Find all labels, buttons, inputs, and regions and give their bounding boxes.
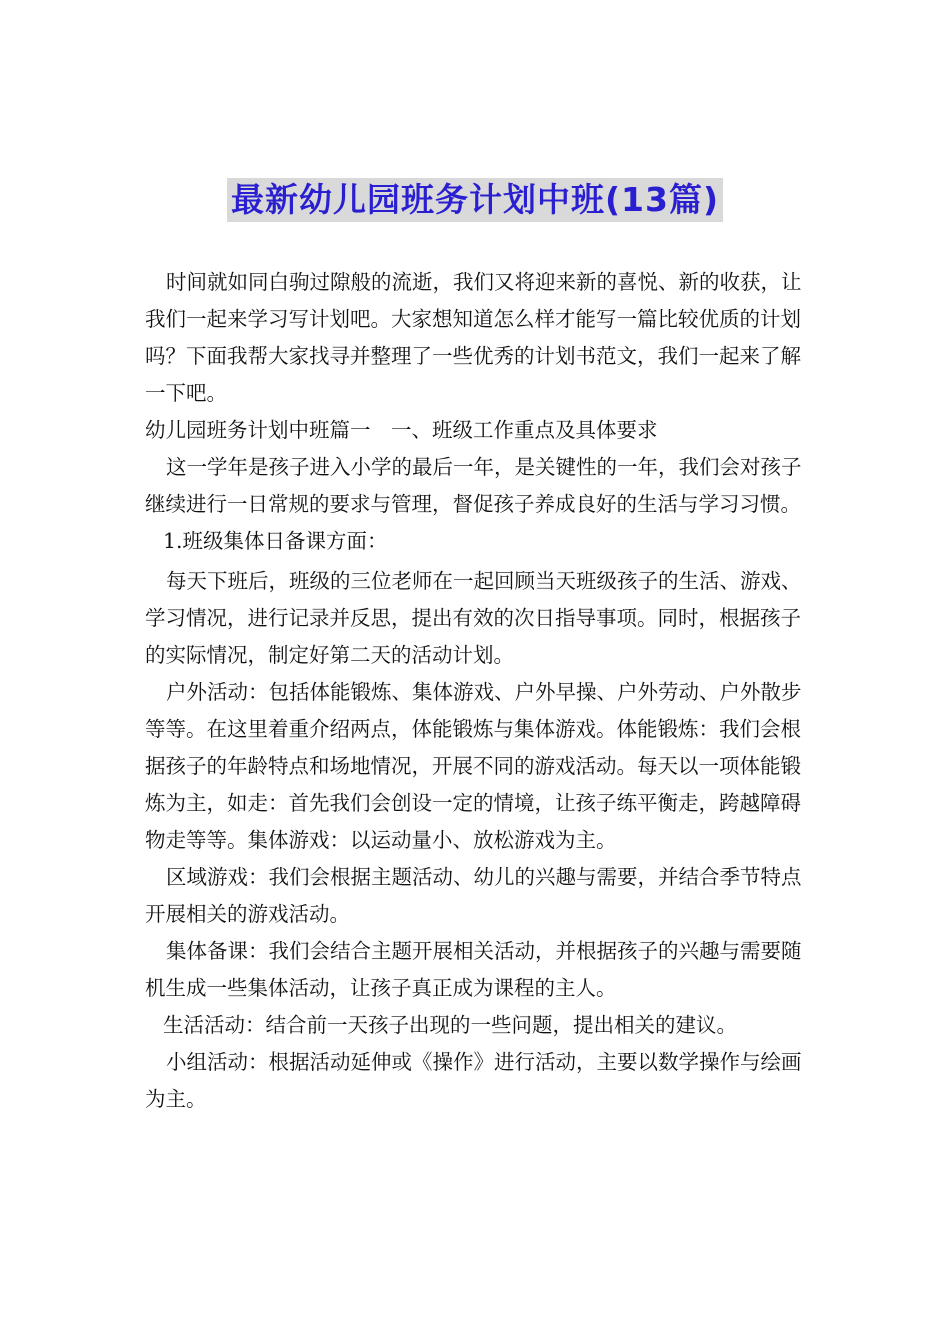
body-paragraph: 集体备课：我们会结合主题开展相关活动，并根据孩子的兴趣与需要随机生成一些集体活动，让孩子真正成为课程的主人。 (145, 939, 802, 1000)
body-paragraph: 户外活动：包括体能锻炼、集体游戏、户外早操、户外劳动、户外散步等等。在这里着重介绍两点，体能锻炼与集体游戏。体能锻炼：我们会根据孩子的年龄特点和场地情况，开展不同的游戏活动。每天以一项体能锻炼为主，如走：首先我们会创设一定的情境，让孩子练平衡走，跨越障碍物走等等。集体游戏：以运动量小、放松游戏为主。 (145, 680, 802, 852)
document-title: 最新幼儿园班务计划中班(13篇) (227, 178, 723, 222)
numbered-heading: 1.班级集体日备课方面： (163, 529, 388, 553)
title-container (0, 178, 950, 222)
body-paragraph: 小组活动：根据活动延伸或《操作》进行活动，主要以数学操作与绘画为主。 (145, 1050, 802, 1111)
body-paragraph: 这一学年是孩子进入小学的最后一年，是关键性的一年，我们会对孩子继续进行一日常规的要求与管理，督促孩子养成良好的生活与学习习惯。 (145, 455, 802, 516)
body-paragraph: 生活活动：结合前一天孩子出现的一些问题，提出相关的建议。 (163, 1013, 737, 1037)
body-paragraph: 区域游戏：我们会根据主题活动、幼儿的兴趣与需要，并结合季节特点开展相关的游戏活动。 (145, 865, 802, 926)
document-body (145, 264, 810, 1118)
body-paragraph: 每天下班后，班级的三位老师在一起回顾当天班级孩子的生活、游戏、学习情况，进行记录并反思，提出有效的次日指导事项。同时，根据孩子的实际情况，制定好第二天的活动计划。 (145, 569, 802, 667)
section-heading: 幼儿园班务计划中班篇一 一、班级工作重点及具体要求 (145, 418, 658, 442)
intro-paragraph: 时间就如同白驹过隙般的流逝，我们又将迎来新的喜悦、新的收获，让我们一起来学习写计划吧。大家想知道怎么样才能写一篇比较优质的计划吗？下面我帮大家找寻并整理了一些优秀的计划书范文，我们一起来了解一下吧。 (145, 270, 802, 405)
